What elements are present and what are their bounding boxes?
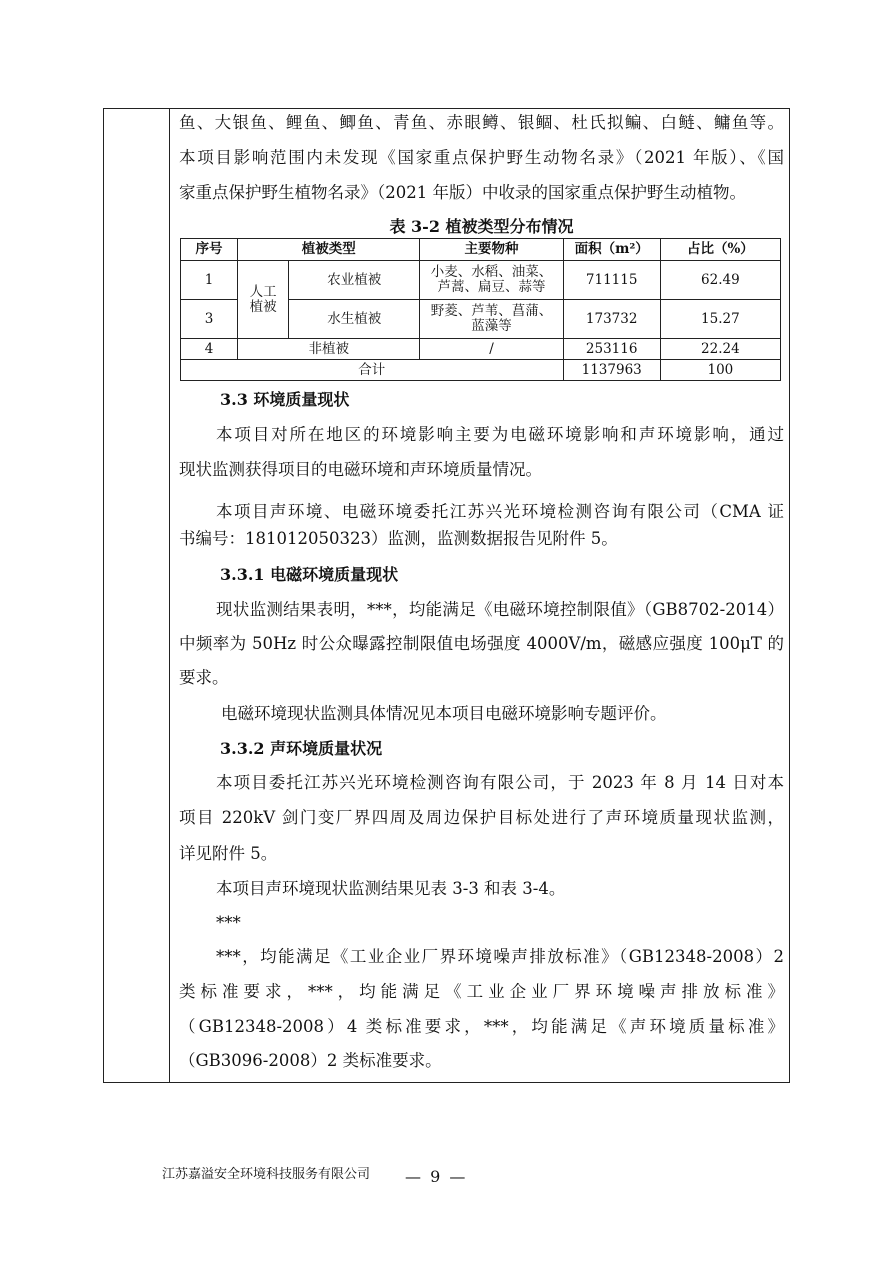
species-line: 蓝藻等 (471, 318, 512, 334)
cell-no: 4 (181, 339, 238, 360)
table-header-row (181, 239, 781, 261)
paragraph-line: 书编号：181012050323）监测，监测数据报告见附件 5。 (179, 529, 618, 548)
cell-type: 非植被 (238, 339, 420, 360)
paragraph-line: 要求。 (179, 668, 229, 687)
paragraph-line: （GB3096-2008）2 类标准要求。 (179, 1051, 442, 1070)
group-label-line: 植被 (249, 298, 277, 315)
section-heading: 3.3.1 电磁环境质量现状 (220, 565, 399, 584)
paragraph-line: 现状监测获得项目的电磁环境和声环境质量情况。 (179, 460, 542, 479)
table-row (181, 261, 781, 300)
paragraph-line: 本项目委托江苏兴光环境检测咨询有限公司，于 2023 年 8 月 14 日对本 (216, 773, 784, 792)
header-cell: 序号 (181, 239, 238, 261)
species-line: 小麦、水稻、油菜、 (430, 264, 553, 280)
table-caption: 表 3-2 植被类型分布情况 (389, 217, 574, 236)
cell-group (238, 261, 289, 339)
header-cell: 主要物种 (420, 239, 563, 261)
header-cell: 面积（m²） (563, 239, 660, 261)
paragraph-line: 现状监测结果表明，***，均能满足《电磁环境控制限值》（GB8702-2014） (216, 600, 784, 619)
cell-type: 农业植被 (289, 261, 420, 300)
header-cell: 植被类型 (238, 239, 420, 261)
group-label-line: 人工 (249, 283, 277, 300)
section-heading: 3.3 环境质量现状 (220, 390, 350, 409)
cell-ratio: 62.49 (660, 261, 780, 300)
page-number: — 9 — (405, 1167, 468, 1186)
species-line: 野菱、芦苇、菖蒲、 (430, 303, 553, 319)
paragraph-line: （GB12348-2008）4 类标准要求，***，均能满足《声环境质量标准》 (179, 1017, 784, 1036)
cell-no: 1 (181, 261, 238, 300)
cell-ratio: 22.24 (660, 339, 780, 360)
cell-area: 711115 (563, 261, 660, 300)
paragraph-line: 本项目声环境现状监测结果见表 3-3 和表 3-4。 (216, 879, 566, 898)
paragraph-line: ***，均能满足《工业企业厂界环境噪声排放标准》（GB12348-2008）2 (216, 947, 784, 966)
frame-left-column-divider (169, 108, 170, 1083)
cell-total-label: 合计 (181, 360, 564, 381)
table-row (181, 339, 781, 360)
paragraph-line: 本项目对所在地区的环境影响主要为电磁环境影响和声环境影响，通过 (216, 425, 784, 444)
cell-area: 173732 (563, 300, 660, 339)
cell-species (420, 261, 563, 300)
paragraph-line: 本项目影响范围内未发现《国家重点保护野生动物名录》（2021 年版）、《国 (179, 148, 784, 167)
cell-area: 253116 (563, 339, 660, 360)
table-total-row (181, 360, 781, 381)
paragraph-line: 详见附件 5。 (179, 844, 278, 863)
paragraph-line: 项目 220kV 剑门变厂界四周及周边保护目标处进行了声环境质量现状监测， (179, 808, 784, 827)
cell-total-ratio: 100 (660, 360, 780, 381)
cell-species: / (420, 339, 563, 360)
cell-type: 水生植被 (289, 300, 420, 339)
cell-ratio: 15.27 (660, 300, 780, 339)
vegetation-table (180, 238, 781, 381)
footer-company: 江苏嘉溢安全环境科技服务有限公司 (162, 1167, 371, 1182)
paragraph-line: 本项目声环境、电磁环境委托江苏兴光环境检测咨询有限公司（CMA 证 (216, 502, 784, 521)
cell-total-area: 1137963 (563, 360, 660, 381)
paragraph-line: 家重点保护野生植物名录》（2021 年版）中收录的国家重点保护野生动植物。 (179, 183, 746, 202)
paragraph-line: 类标准要求，***，均能满足《工业企业厂界环境噪声排放标准》 (179, 982, 784, 1001)
paragraph-line: 电磁环境现状监测具体情况见本项目电磁环境影响专题评价。 (221, 704, 667, 723)
paragraph-line: *** (216, 913, 241, 932)
cell-species (420, 300, 563, 339)
section-heading: 3.3.2 声环境质量状况 (220, 739, 383, 758)
species-line: 芦蒿、扁豆、蒜等 (437, 279, 546, 295)
cell-no: 3 (181, 300, 238, 339)
paragraph-line: 中频率为 50Hz 时公众曝露控制限值电场强度 4000V/m，磁感应强度 100μT 的 (179, 634, 784, 653)
paragraph-line: 鱼、大银鱼、鲤鱼、鲫鱼、青鱼、赤眼鳟、银鲴、杜氏拟鳊、白鲢、鳙鱼等。 (179, 113, 784, 132)
header-cell: 占比（%） (660, 239, 780, 261)
